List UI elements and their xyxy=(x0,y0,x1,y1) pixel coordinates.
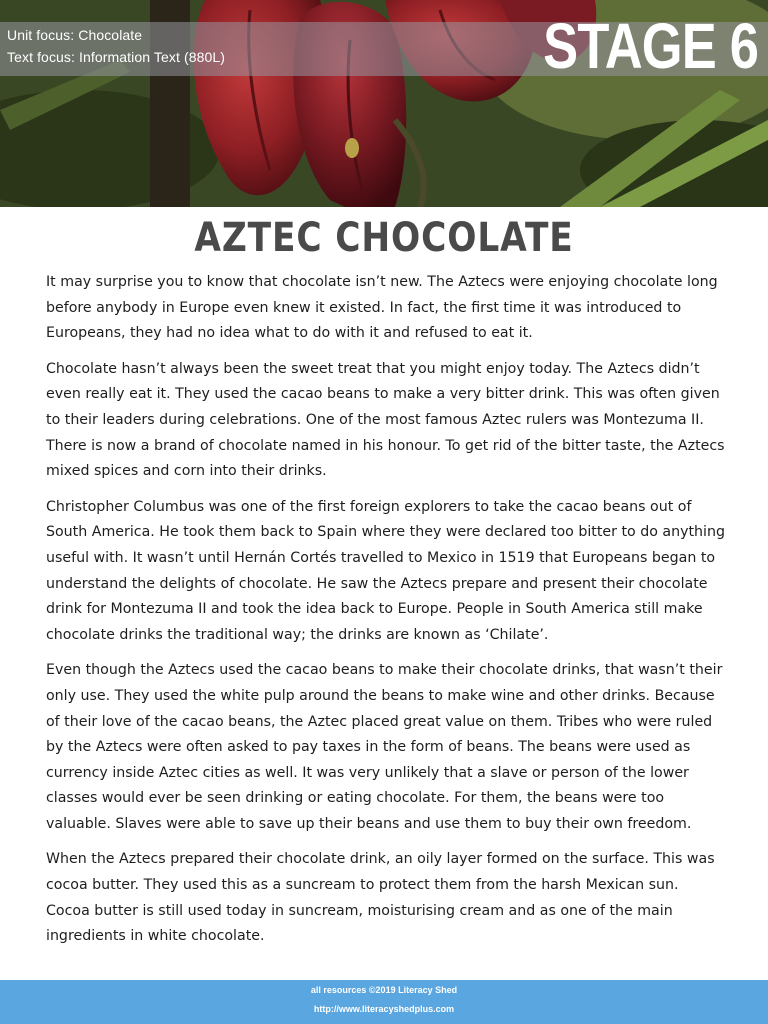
paragraph-2: Chocolate hasn’t always been the sweet treat that you might enjoy today. The Aztecs didn’t even really eat it. They used the cacao beans to make a very bitter drink. This was often given to their leaders during celebrations. One of the most famous Aztec rulers was Montezuma II. There is now a brand of chocolate named in his honour. To get rid of the bitter taste, the Aztecs mixed spices and corn into their drinks. xyxy=(46,360,725,480)
footer-copyright: all resources ©2019 Literacy Shed xyxy=(310,985,458,995)
page-title: AZTEC CHOCOLATE xyxy=(194,215,574,261)
paragraph-3: Christopher Columbus was one of the first foreign explorers to take the cacao beans out of South America. He took them back to Spain where they were declared too bitter to do anything useful with. It wasn’t until Hernán Cortés travelled to Mexico in 1519 that Europeans began to understand the delights of chocolate. He saw the Aztecs prepare and present their chocolate drink for Montezuma II and took the idea back to Europe. People in South America still make chocolate drinks the traditional way; the drinks are known as ‘Chilate’. xyxy=(46,498,725,643)
unit-focus-label: Unit focus: Chocolate xyxy=(7,27,143,43)
paragraph-4: Even though the Aztecs used the cacao beans to make their chocolate drinks, that wasn’t their only use. They used the white pulp around the beans to make wine and other drinks. Because of their love of the cacao beans, the Aztec placed great value on them. Tribes who were ruled by the Aztecs were often asked to pay taxes in the form of beans. The beans were used as currency inside Aztec cities as well. It was very unlikely that a slave or person of the lower classes would ever be seen drinking or eating chocolate. For them, the beans were too valuable. Slaves were able to save up their beans and use them to buy their own freedom. xyxy=(46,662,723,832)
footer-url-link[interactable]: http://www.literacyshedplus.com xyxy=(313,1004,455,1014)
header-photo-cacao-pods xyxy=(0,0,768,207)
footer-bar xyxy=(0,980,768,1024)
article-body xyxy=(46,270,726,960)
paragraph-1: It may surprise you to know that chocolate isn’t new. The Aztecs were enjoying chocolate long before anybody in Europe even knew it existed. In fact, the first time it was introduced to Europeans, they had no idea what to do with it and refused to eat it. xyxy=(46,274,718,342)
text-focus-label: Text focus: Information Text (880L) xyxy=(7,49,226,65)
stage-label: STAGE 6 xyxy=(543,10,758,82)
paragraph-5: When the Aztecs prepared their chocolate drink, an oily layer formed on the surface. This was cocoa butter. They used this as a suncream to protect them from the harsh Mexican sun. Cocoa butter is still used today in suncream, moisturising cream and as one of the main ingredients in white chocolate. xyxy=(46,851,715,945)
